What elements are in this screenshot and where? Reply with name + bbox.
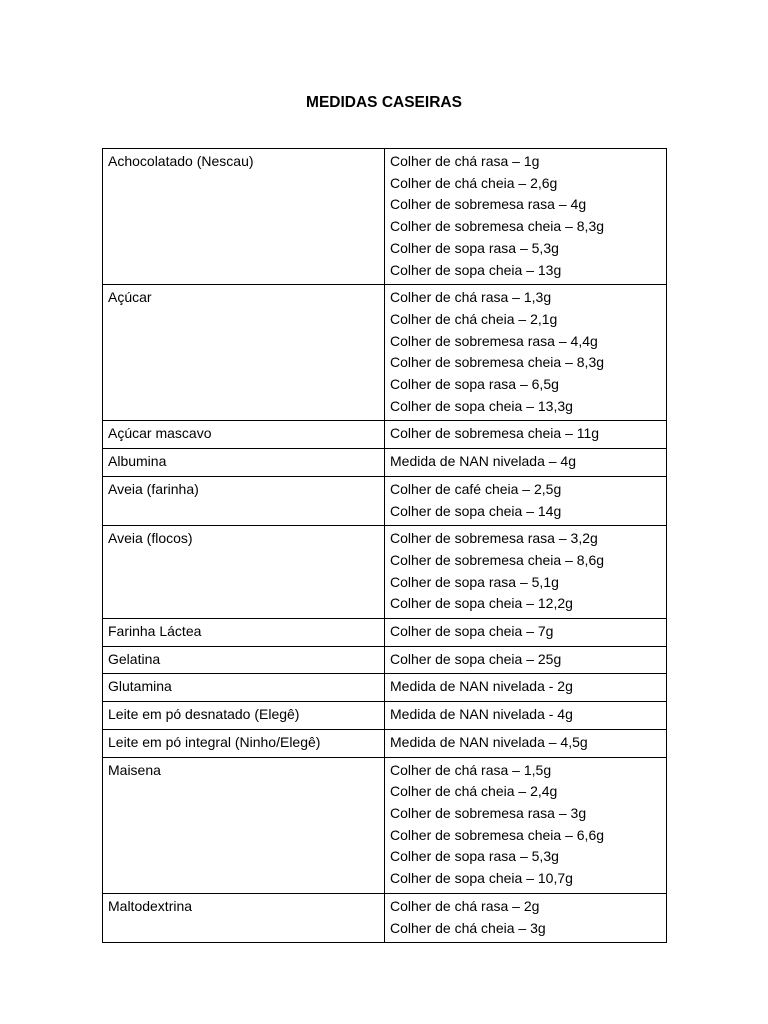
measures-cell xyxy=(385,893,667,942)
measure-line: Colher de sobremesa rasa – 3g xyxy=(390,804,587,821)
measure-line: Colher de chá cheia – 2,6g xyxy=(390,174,558,191)
measure-line: Colher de chá cheia – 3g xyxy=(390,919,546,936)
measure-line: Colher de sopa cheia – 13g xyxy=(390,261,562,278)
measures-cell xyxy=(385,149,667,285)
food-name-cell: Albumina xyxy=(103,449,385,477)
measure-line: Colher de sobremesa rasa – 4,4g xyxy=(390,332,598,349)
table-row xyxy=(103,729,667,757)
measure-line: Medida de NAN nivelada - 4g xyxy=(390,706,573,723)
measures-table-body xyxy=(103,149,667,943)
measure-line: Colher de sopa rasa – 5,3g xyxy=(390,239,559,256)
measure-line: Medida de NAN nivelada - 2g xyxy=(390,678,573,695)
table-row xyxy=(103,421,667,449)
page-title: MEDIDAS CASEIRAS xyxy=(306,94,462,111)
measures-cell xyxy=(385,619,667,647)
measure-line: Colher de chá cheia – 2,4g xyxy=(390,783,558,800)
table-row xyxy=(103,526,667,619)
measure-line: Colher de sopa cheia – 25g xyxy=(390,650,562,667)
food-name-cell: Aveia (flocos) xyxy=(103,526,385,619)
measures-table xyxy=(102,148,667,943)
table-row xyxy=(103,674,667,702)
measure-line: Colher de sobremesa cheia – 11g xyxy=(390,425,600,442)
measures-cell xyxy=(385,702,667,730)
food-name-cell: Açúcar xyxy=(103,285,385,421)
measure-line: Colher de sobremesa rasa – 3,2g xyxy=(390,530,598,547)
table-row xyxy=(103,893,667,942)
table-row xyxy=(103,757,667,893)
measure-line: Medida de NAN nivelada – 4g xyxy=(390,453,577,470)
measures-cell xyxy=(385,757,667,893)
measure-line: Colher de sopa rasa – 5,1g xyxy=(390,573,559,590)
table-row xyxy=(103,149,667,285)
food-name-cell: Leite em pó integral (Ninho/Elegê) xyxy=(103,729,385,757)
measure-line: Colher de sobremesa cheia – 8,6g xyxy=(390,551,605,568)
table-row xyxy=(103,476,667,525)
measure-line: Colher de sopa rasa – 6,5g xyxy=(390,376,559,393)
measures-cell xyxy=(385,421,667,449)
measure-line: Medida de NAN nivelada – 4,5g xyxy=(390,733,588,750)
measures-cell xyxy=(385,646,667,674)
measure-line: Colher de sobremesa cheia – 8,3g xyxy=(390,218,605,235)
measures-cell xyxy=(385,674,667,702)
food-name-cell: Achocolatado (Nescau) xyxy=(103,149,385,285)
measure-line: Colher de sobremesa cheia – 8,3g xyxy=(390,354,605,371)
measure-line: Colher de café cheia – 2,5g xyxy=(390,480,562,497)
table-row xyxy=(103,285,667,421)
measure-line: Colher de sopa cheia – 7g xyxy=(390,623,554,640)
table-row xyxy=(103,619,667,647)
food-name-cell: Glutamina xyxy=(103,674,385,702)
measures-cell xyxy=(385,526,667,619)
food-name-cell: Aveia (farinha) xyxy=(103,476,385,525)
measure-line: Colher de chá rasa – 1,5g xyxy=(390,761,552,778)
table-row xyxy=(103,449,667,477)
measure-line: Colher de sobremesa rasa – 4g xyxy=(390,196,587,213)
food-name-cell: Farinha Láctea xyxy=(103,619,385,647)
measures-cell xyxy=(385,285,667,421)
measure-line: Colher de chá rasa – 1,3g xyxy=(390,289,552,306)
measure-line: Colher de sobremesa cheia – 6,6g xyxy=(390,826,605,843)
food-name-cell: Açúcar mascavo xyxy=(103,421,385,449)
food-name-cell: Maltodextrina xyxy=(103,893,385,942)
measure-line: Colher de chá rasa – 1g xyxy=(390,153,540,169)
food-name-cell: Gelatina xyxy=(103,646,385,674)
measures-cell xyxy=(385,729,667,757)
food-name-cell: Leite em pó desnatado (Elegê) xyxy=(103,702,385,730)
measure-line: Colher de sopa cheia – 10,7g xyxy=(390,870,573,887)
measure-line: Colher de chá rasa – 2g xyxy=(390,897,540,914)
measures-cell xyxy=(385,476,667,525)
measure-line: Colher de sopa cheia – 14g xyxy=(390,502,562,519)
measure-line: Colher de chá cheia – 2,1g xyxy=(390,310,558,327)
measures-cell xyxy=(385,449,667,477)
measure-line: Colher de sopa rasa – 5,3g xyxy=(390,848,559,865)
measure-line: Colher de sopa cheia – 12,2g xyxy=(390,595,573,612)
table-row xyxy=(103,646,667,674)
table-row xyxy=(103,702,667,730)
measure-line: Colher de sopa cheia – 13,3g xyxy=(390,397,573,414)
food-name-cell: Maisena xyxy=(103,757,385,893)
